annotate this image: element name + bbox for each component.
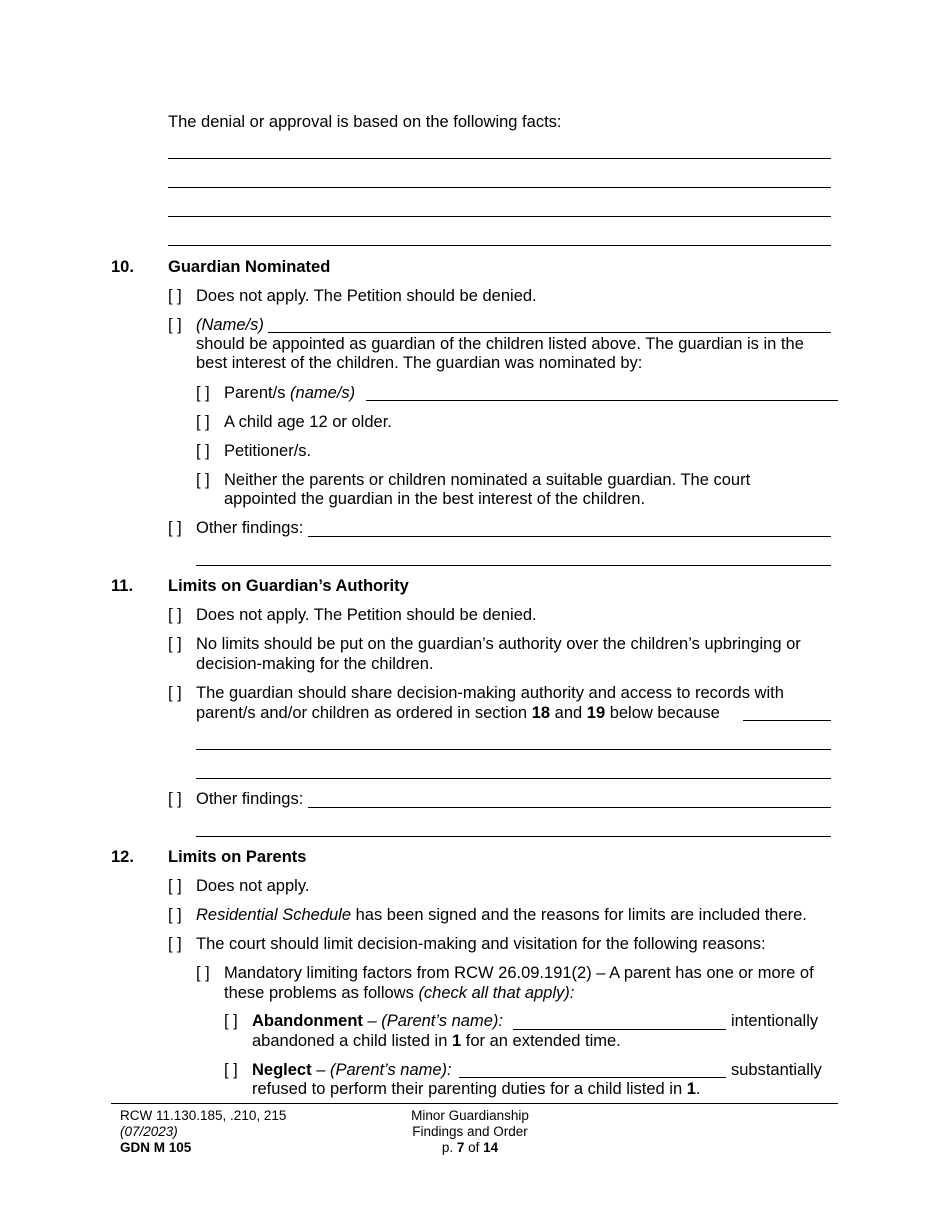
checkbox-s12-abandonment[interactable]: [ ] bbox=[224, 1012, 238, 1030]
checkbox-s12-residential[interactable]: [ ] bbox=[168, 906, 182, 924]
s12-mandatory-text-2: these problems as follows (check all that apply): bbox=[224, 984, 575, 1002]
checkbox-s10-other[interactable]: [ ] bbox=[168, 519, 182, 537]
facts-line-2[interactable] bbox=[168, 187, 831, 188]
footer-title-1: Minor Guardianship bbox=[411, 1108, 529, 1123]
facts-line-1[interactable] bbox=[168, 158, 831, 159]
s10-name-field[interactable] bbox=[268, 332, 831, 333]
s10-neither-text-2: appointed the guardian in the best interest of the children. bbox=[224, 490, 646, 508]
checkbox-s10-guardian-name[interactable]: [ ] bbox=[168, 316, 182, 334]
s11-because-field-3[interactable] bbox=[196, 778, 831, 779]
s10-other-field-1[interactable] bbox=[308, 536, 831, 537]
section-11-title: Limits on Guardian’s Authority bbox=[168, 577, 409, 595]
footer-title-2: Findings and Order bbox=[412, 1124, 528, 1139]
checkbox-s12-does-not-apply[interactable]: [ ] bbox=[168, 877, 182, 895]
s10-neither-text-1: Neither the parents or children nominated a suitable guardian. The court bbox=[224, 471, 751, 489]
s11-does-not-apply-text: Does not apply. The Petition should be denied. bbox=[196, 606, 537, 624]
s11-other-field-2[interactable] bbox=[196, 836, 831, 837]
s10-name-label: (Name/s) bbox=[196, 316, 264, 334]
s11-share-text-1: The guardian should share decision-making authority and access to records with bbox=[196, 684, 784, 702]
section-11-number: 11. bbox=[111, 577, 134, 595]
facts-intro: The denial or approval is based on the following facts: bbox=[168, 113, 562, 131]
checkbox-s12-limit[interactable]: [ ] bbox=[168, 935, 182, 953]
checkbox-s10-petitioner[interactable]: [ ] bbox=[196, 442, 210, 460]
s11-no-limits-text-1: No limits should be put on the guardian’s authority over the children’s upbringing or bbox=[196, 635, 801, 653]
s10-parent-text: Parent/s (name/s) bbox=[224, 384, 356, 402]
s12-residential-text: Residential Schedule has been signed and the reasons for limits are included there. bbox=[196, 906, 807, 924]
s11-no-limits-text-2: decision-making for the children. bbox=[196, 655, 434, 673]
checkbox-s11-share[interactable]: [ ] bbox=[168, 684, 182, 702]
footer-date: (07/2023) bbox=[120, 1124, 178, 1139]
footer-page-number: p. 7 of 14 bbox=[441, 1140, 499, 1155]
checkbox-s12-mandatory[interactable]: [ ] bbox=[196, 964, 210, 982]
s10-does-not-apply-text: Does not apply. The Petition should be denied. bbox=[196, 287, 537, 305]
s12-abandonment-after: intentionally bbox=[731, 1012, 819, 1030]
checkbox-s10-parent[interactable]: [ ] bbox=[196, 384, 210, 402]
checkbox-s10-neither[interactable]: [ ] bbox=[196, 471, 210, 489]
facts-line-4[interactable] bbox=[168, 245, 831, 246]
s12-neglect-name-field[interactable] bbox=[459, 1077, 726, 1078]
checkbox-s12-neglect[interactable]: [ ] bbox=[224, 1061, 238, 1079]
s10-parent-name-field[interactable] bbox=[366, 400, 838, 401]
s11-other-label: Other findings: bbox=[196, 790, 304, 808]
checkbox-s10-does-not-apply[interactable]: [ ] bbox=[168, 287, 182, 305]
checkbox-s11-other[interactable]: [ ] bbox=[168, 790, 182, 808]
s12-neglect-label: Neglect – (Parent’s name): bbox=[252, 1061, 452, 1079]
checkbox-s10-child-12[interactable]: [ ] bbox=[196, 413, 210, 431]
footer-divider bbox=[111, 1103, 838, 1104]
footer-rcw: RCW 11.130.185, .210, 215 bbox=[120, 1108, 287, 1123]
checkbox-s11-does-not-apply[interactable]: [ ] bbox=[168, 606, 182, 624]
s10-appointed-text-1: should be appointed as guardian of the children listed above. The guardian is in the bbox=[196, 335, 804, 353]
checkbox-s11-no-limits[interactable]: [ ] bbox=[168, 635, 182, 653]
section-10-title: Guardian Nominated bbox=[168, 258, 331, 276]
s12-neglect-text-2: refused to perform their parenting duties for a child listed in 1. bbox=[252, 1080, 701, 1098]
s11-because-field-1[interactable] bbox=[743, 720, 831, 721]
s12-limit-text: The court should limit decision-making and visitation for the following reasons: bbox=[196, 935, 766, 953]
s10-petitioner-text: Petitioner/s. bbox=[224, 442, 312, 460]
footer-form-number: GDN M 105 bbox=[120, 1140, 192, 1155]
s12-does-not-apply-text: Does not apply. bbox=[196, 877, 310, 895]
facts-line-3[interactable] bbox=[168, 216, 831, 217]
s10-child-12-text: A child age 12 or older. bbox=[224, 413, 392, 431]
section-12-number: 12. bbox=[111, 848, 134, 866]
section-12-title: Limits on Parents bbox=[168, 848, 307, 866]
s10-appointed-text-2: best interest of the children. The guardian was nominated by: bbox=[196, 354, 643, 372]
s12-abandonment-name-field[interactable] bbox=[513, 1029, 726, 1030]
s10-other-label: Other findings: bbox=[196, 519, 304, 537]
s10-other-field-2[interactable] bbox=[196, 565, 831, 566]
s12-mandatory-text-1: Mandatory limiting factors from RCW 26.09.191(2) – A parent has one or more of bbox=[224, 964, 814, 982]
s12-neglect-after: substantially bbox=[731, 1061, 822, 1079]
s11-because-field-2[interactable] bbox=[196, 749, 831, 750]
s12-abandonment-text-2: abandoned a child listed in 1 for an extended time. bbox=[252, 1032, 621, 1050]
s11-share-text-2: parent/s and/or children as ordered in section 18 and 19 below because bbox=[196, 704, 720, 722]
section-10-number: 10. bbox=[111, 258, 134, 276]
s11-other-field-1[interactable] bbox=[308, 807, 831, 808]
s12-abandonment-label: Abandonment – (Parent’s name): bbox=[252, 1012, 503, 1030]
